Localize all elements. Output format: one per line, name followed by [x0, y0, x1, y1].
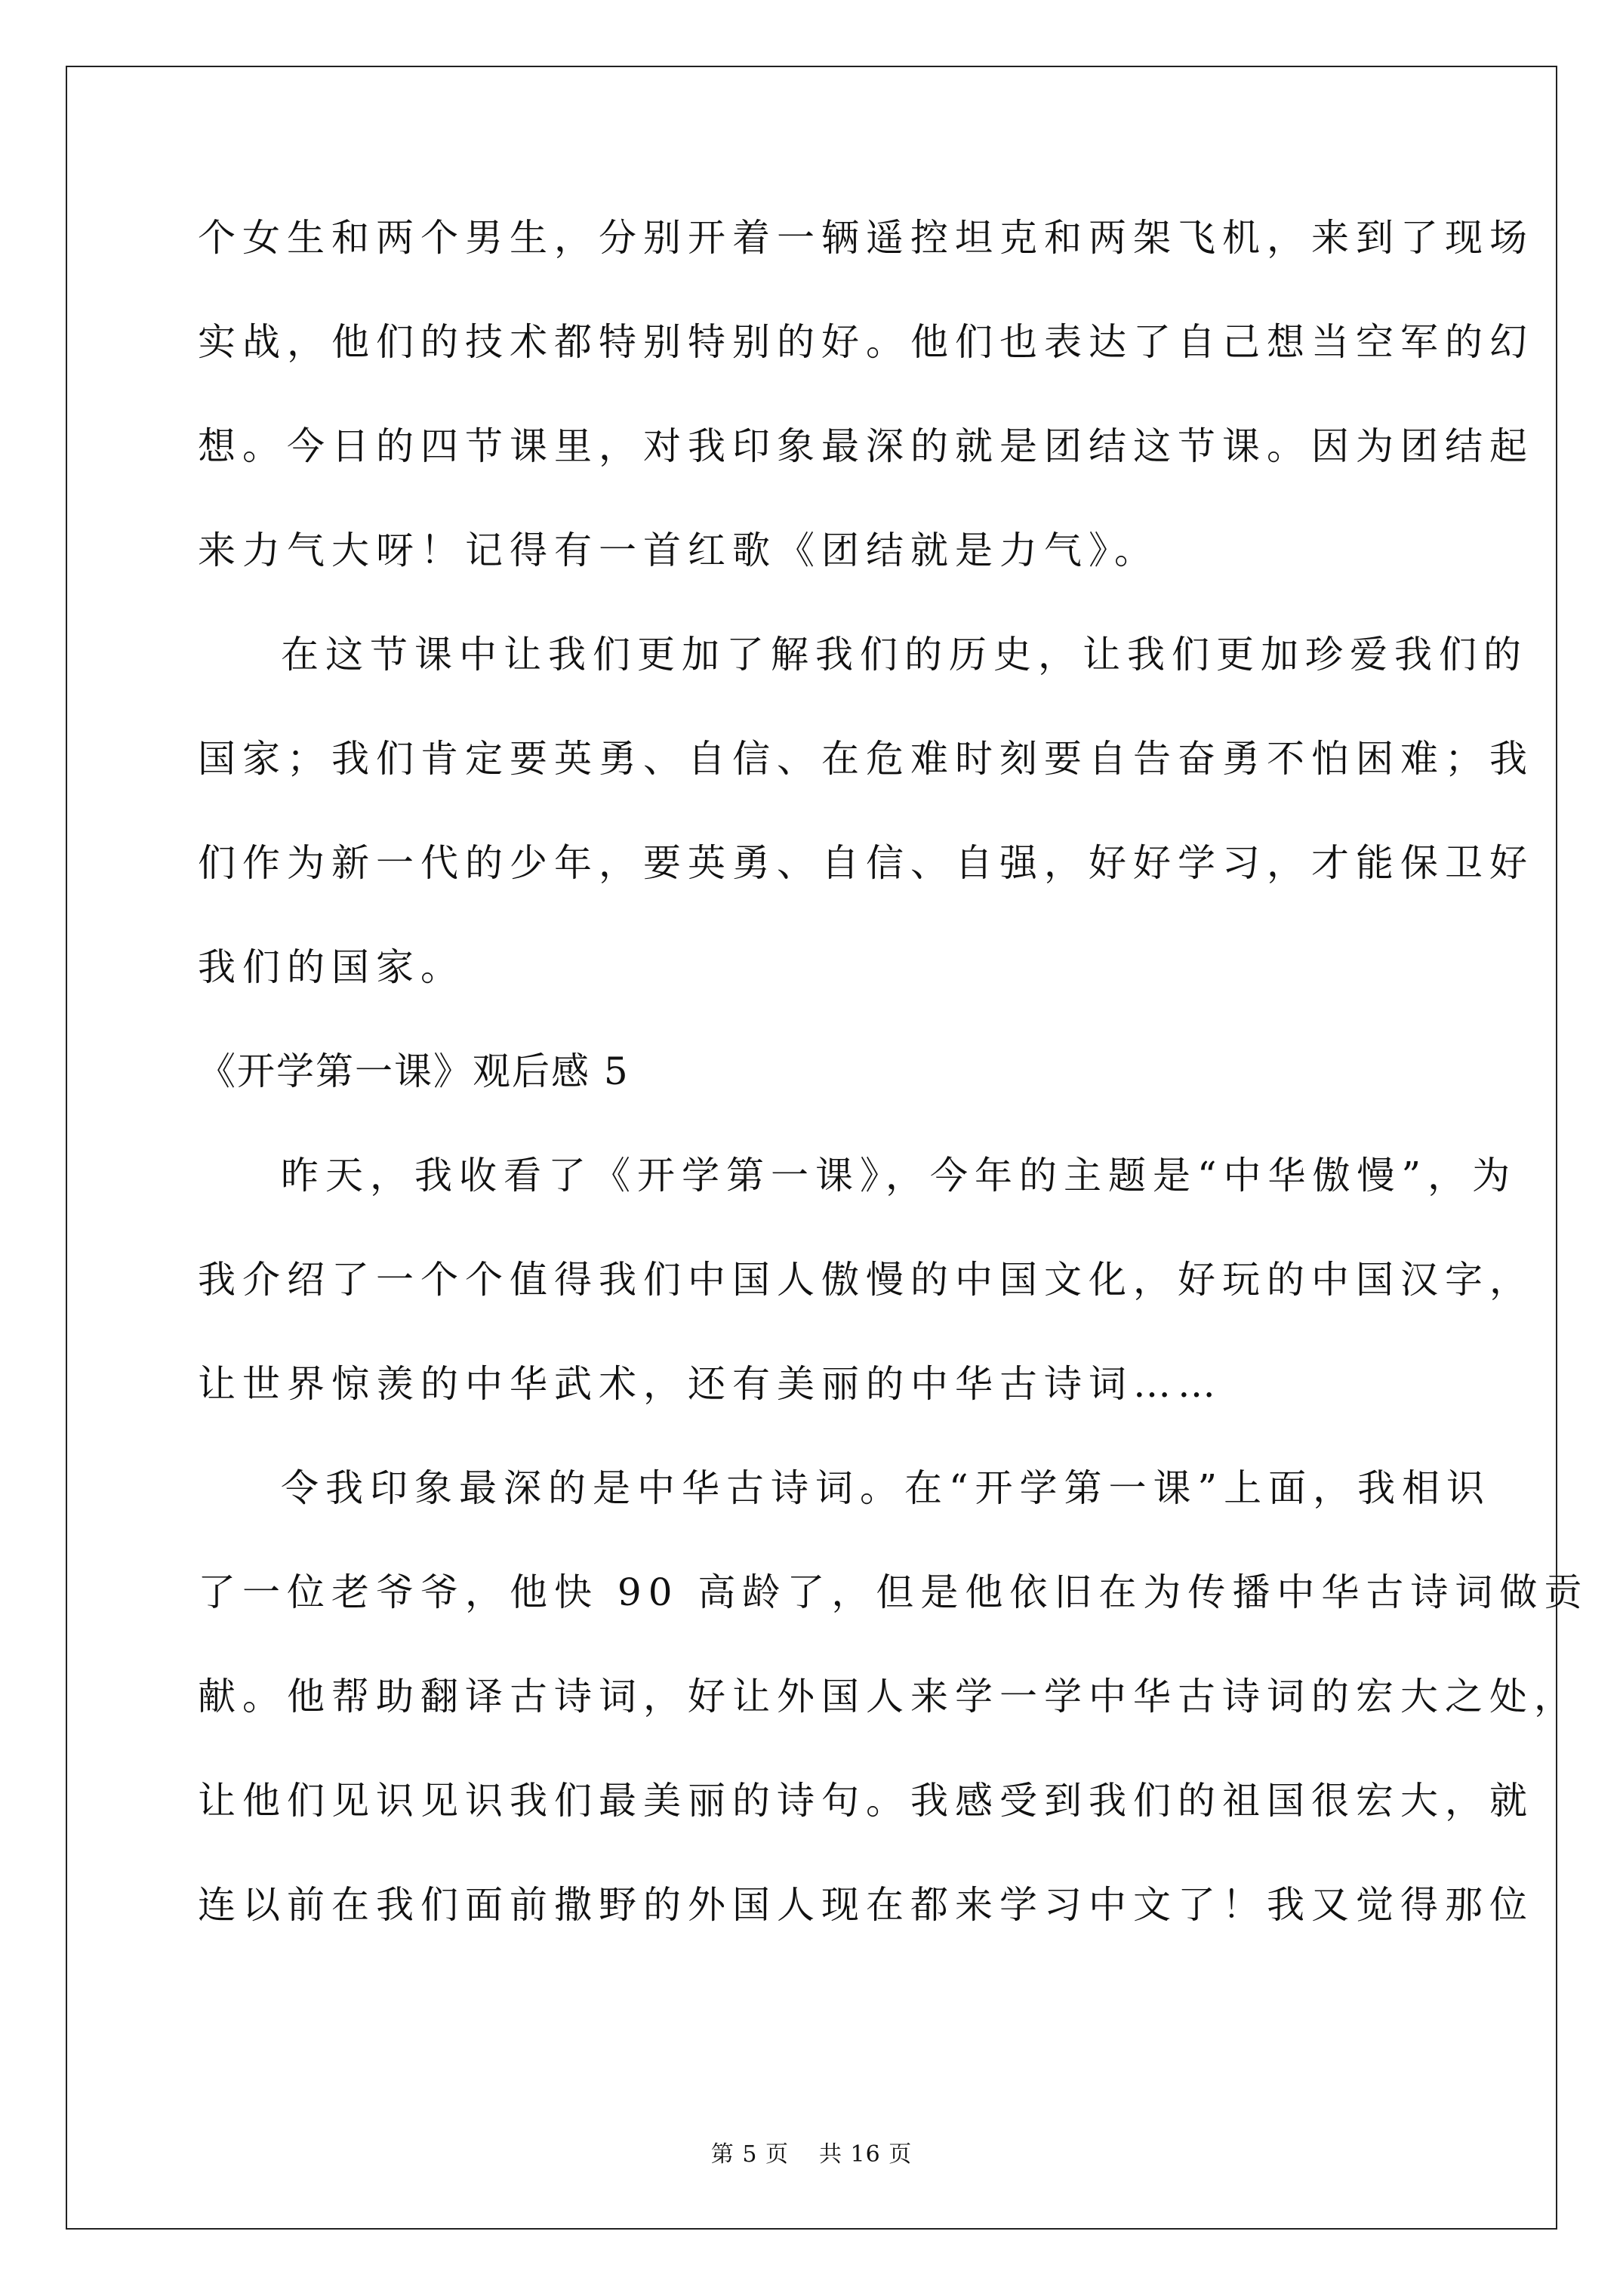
- page-total: 共 16 页: [818, 2141, 913, 2168]
- text-line: 让世界惊羡的中华武术，还有美丽的中华古诗词……: [198, 1362, 1222, 1406]
- page-footer: [0, 2135, 1623, 2168]
- text-line: 我介绍了一个个值得我们中国人傲慢的中国文化，好玩的中国汉字，: [198, 1258, 1534, 1302]
- paragraph-start-line: 在这节课中让我们更加了解我们的历史，让我们更加珍爱我们的: [281, 633, 1528, 676]
- paragraph-start-line: 令我印象最深的是中华古诗词。在“开学第一课”上面，我相识: [281, 1466, 1492, 1510]
- text-line: 实战，他们的技术都特别特别的好。他们也表达了自己想当空军的幻: [198, 320, 1534, 364]
- section-heading: 《开学第一课》观后感 5: [198, 1049, 630, 1093]
- text-line: 献。他帮助翻译古诗词，好让外国人来学一学中华古诗词的宏大之处，: [198, 1675, 1578, 1718]
- text-line: 让他们见识见识我们最美丽的诗句。我感受到我们的祖国很宏大，就: [198, 1779, 1534, 1823]
- text-line: 来力气大呀！记得有一首红歌《团结就是力气》。: [198, 529, 1159, 572]
- text-line: 了一位老爷爷，他快 90 高龄了，但是他依旧在为传播中华古诗词做贡: [198, 1570, 1589, 1614]
- paragraph-start-line: 昨天，我收看了《开学第一课》，今年的主题是“中华傲慢”，为: [281, 1154, 1517, 1197]
- text-line: 想。今日的四节课里，对我印象最深的就是团结这节课。因为团结起: [198, 424, 1534, 468]
- text-line: 国家；我们肯定要英勇、自信、在危难时刻要自告奋勇不怕困难；我: [198, 737, 1534, 781]
- page-number: 第 5 页: [710, 2141, 789, 2168]
- text-line: 个女生和两个男生，分别开着一辆遥控坦克和两架飞机，来到了现场: [198, 216, 1534, 260]
- text-line: 连以前在我们面前撒野的外国人现在都来学习中文了！我又觉得那位: [198, 1883, 1534, 1927]
- text-line: 我们的国家。: [198, 945, 465, 989]
- text-line: 们作为新一代的少年，要英勇、自信、自强，好好学习，才能保卫好: [198, 841, 1534, 885]
- document-body: [198, 215, 1589, 1986]
